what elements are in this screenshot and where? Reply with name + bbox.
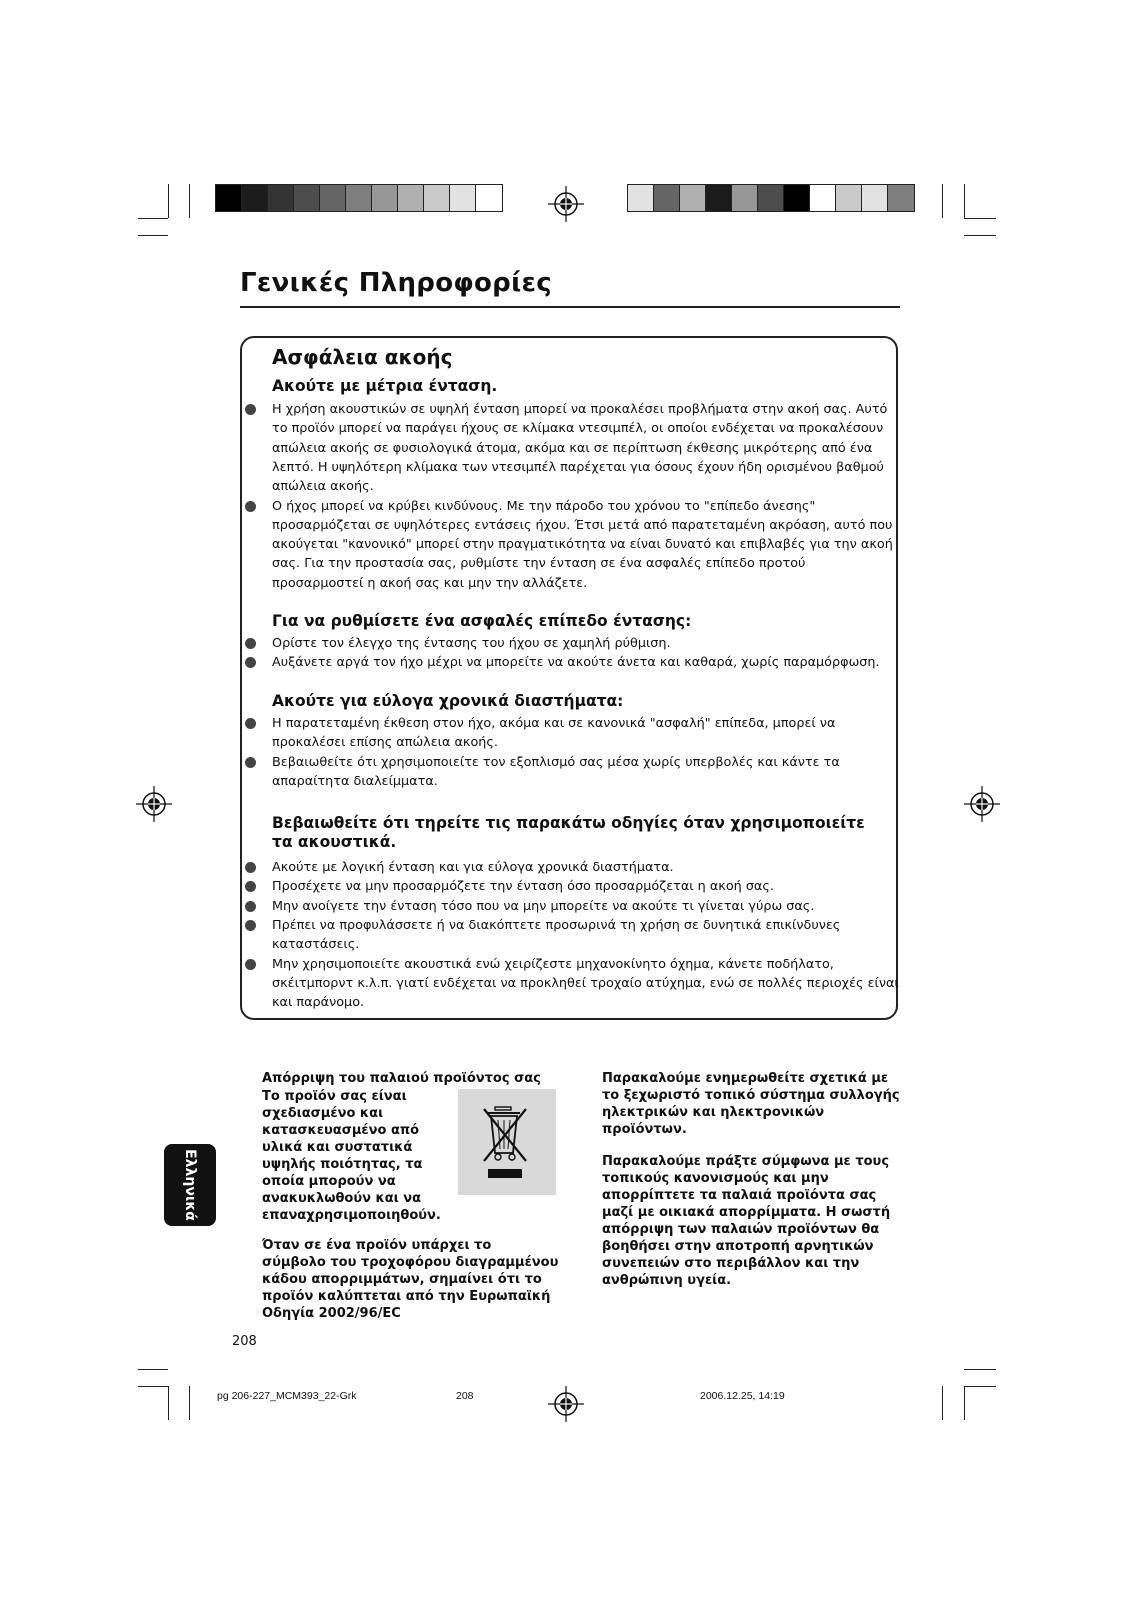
footer-date: 2006.12.25, 14:19 [700, 1390, 785, 1402]
list-item-line: Πρέπει να προφυλάσσετε ή να διακόπτετε προσωρινά τη χρήση σε δυνητικά επικίνδυνες [272, 917, 841, 933]
text-line: τοπικούς κανονισμούς και μην [602, 1171, 829, 1186]
text-line: Παρακαλούμε πράξτε σύμφωνα με τους [602, 1154, 890, 1169]
safety-title: Ασφάλεια ακοής [272, 345, 453, 369]
gray-swatch [216, 185, 242, 211]
bullet-icon [245, 757, 256, 768]
text-line: Παρακαλούμε ενημερωθείτε σχετικά με [602, 1071, 889, 1086]
text-line: υλικά και συστατικά [262, 1140, 413, 1155]
grayscale-bar-left [215, 184, 503, 212]
gray-swatch [450, 185, 476, 211]
bullet-icon [245, 959, 256, 970]
gray-swatch [836, 185, 862, 211]
text-line: σύμβολο του τροχοφόρου διαγραμμένου [262, 1255, 559, 1270]
disposal-heading: Απόρριψη του παλαιού προϊόντος σας [262, 1071, 541, 1086]
gray-swatch [372, 185, 398, 211]
crossed-out-bin-icon [458, 1089, 556, 1195]
disposal-col1-para2 [262, 1237, 558, 1322]
text-line: σχεδιασμένο και [262, 1106, 384, 1121]
text-line: ανακυκλωθούν και να [262, 1191, 422, 1206]
text-line: οποία μπορούν να [262, 1174, 396, 1189]
subheading-moderate-volume: Ακούτε με μέτρια ένταση. [272, 377, 498, 395]
language-tab: Ελληνικά [164, 1144, 216, 1226]
registration-mark-icon [548, 1386, 584, 1422]
gray-swatch [732, 185, 758, 211]
gray-swatch [628, 185, 654, 211]
gray-swatch [294, 185, 320, 211]
gray-swatch [862, 185, 888, 211]
list-item-line: Προσέχετε να μην προσαρμόζετε την ένταση όσο προσαρμόζεται η ακοή σας. [272, 879, 774, 895]
text-line: Οδηγία 2002/96/EC [262, 1306, 401, 1321]
text-line: προϊόντων. [602, 1122, 687, 1137]
list-item-line: ακούγεται "κανονικό" μπορεί στην πραγματικότητα να είναι δυνατό και επιβλαβές για την ακοή [272, 537, 893, 553]
gray-swatch [424, 185, 450, 211]
title-rule [240, 306, 900, 308]
disposal-col2-para1 [602, 1070, 900, 1138]
list-item-line: Βεβαιωθείτε ότι χρησιμοποιείτε τον εξοπλισμό σας μέσα χωρίς υπερβολές και κάντε τα [272, 754, 840, 770]
registration-mark-icon [548, 186, 584, 222]
text-line: ηλεκτρικών και ηλεκτρονικών [602, 1105, 825, 1120]
gray-swatch [320, 185, 346, 211]
gray-swatch [242, 185, 268, 211]
footer-page: 208 [456, 1390, 474, 1402]
text-line: Το προϊόν σας είναι [262, 1089, 407, 1104]
gray-swatch [706, 185, 732, 211]
gray-swatch [346, 185, 372, 211]
bullet-icon [245, 404, 256, 415]
text-line: το ξεχωριστό τοπικό σύστημα συλλογής [602, 1088, 900, 1103]
footer-filename: pg 206-227_MCM393_22-Grk [217, 1390, 357, 1402]
registration-mark-icon [136, 786, 172, 822]
list-item-line: απώλεια ακοής. [272, 479, 374, 495]
list-item-line: Η παρατεταμένη έκθεση στον ήχο, ακόμα και σε κανονικά "ασφαλή" επίπεδα, μπορεί να [272, 716, 836, 731]
subheading-safe-level: Για να ρυθμίσετε ένα ασφαλές επίπεδο έντασης: [272, 612, 692, 630]
bullet-icon [245, 718, 256, 729]
text-line: προϊόν καλύπτεται από την Ευρωπαϊκή [262, 1289, 551, 1304]
gray-swatch [476, 185, 502, 211]
bullet-icon [245, 901, 256, 912]
gray-swatch [888, 185, 914, 211]
page-number: 208 [232, 1334, 257, 1349]
gray-swatch [784, 185, 810, 211]
text-line: μαζί με οικιακά απορρίμματα. Η σωστή [602, 1205, 891, 1220]
list-item-line: προσαρμόζεται σε υψηλότερες εντάσεις ήχου. Έτσι μετά από παρατεταμένη ακρόαση, αυτό που [272, 517, 893, 533]
gray-swatch [810, 185, 836, 211]
weee-symbol-box [458, 1089, 556, 1195]
bullet-icon [245, 501, 256, 512]
list-item-line: απώλεια ακοής σε φυσιολογικά άτομα, ακόμα και σε περίπτωση έκθεσης μικρότερης από ένα [272, 440, 873, 456]
subheading-headphone-guidelines: Βεβαιωθείτε ότι τηρείτε τις παρακάτω οδηγίες όταν χρησιμοποιείτε τα ακουστικά. [272, 814, 865, 851]
list-item-line: το προϊόν μπορεί να παράγει ήχους σε κλίμακα ντεσιμπέλ, οι οποίοι ενδέχεται να προκαλέσουν [272, 421, 884, 437]
list-item-line: Ορίστε τον έλεγχο της έντασης του ήχου σε χαμηλή ρύθμιση. [272, 636, 671, 651]
list-item-line: προκαλέσει επίσης απώλεια ακοής. [272, 735, 498, 751]
list-item-line: απαραίτητα διαλείμματα. [272, 773, 438, 789]
page-title: Γενικές Πληροφορίες [240, 268, 553, 298]
disposal-col2-para2 [602, 1153, 890, 1289]
grayscale-bar-right [627, 184, 915, 212]
bullet-icon [245, 862, 256, 873]
list-item-line: λεπτό. Η υψηλότερη κλίμακα των ντεσιμπέλ παρέχεται για όσους έχουν ήδη ορισμένου βαθμού [272, 459, 884, 475]
list-item-line: προσαρμοστεί η ακοή σας και μην την αλλάζετε. [272, 575, 588, 591]
list-item-line: και παράνομο. [272, 995, 365, 1011]
text-line: επαναχρησιμοποιηθούν. [262, 1208, 441, 1223]
text-line: κατασκευασμένο από [262, 1123, 420, 1138]
list-item-line: σκέιτμπορντ κ.λ.π. γιατί ενδέχεται να προκληθεί τροχαίο ατύχημα, ενώ σε πολλές περιοχές είναι [272, 975, 899, 991]
disposal-col1-text [262, 1088, 441, 1224]
list-item-line: Αυξάνετε αργά τον ήχο μέχρι να μπορείτε να ακούτε άνετα και καθαρά, χωρίς παραμόρφωση. [272, 655, 880, 671]
list-item-line: Μην ανοίγετε την ένταση τόσο που να μην μπορείτε να ακούτε τι γίνεται γύρω σας. [272, 898, 815, 914]
text-line: Όταν σε ένα προϊόν υπάρχει το [262, 1238, 492, 1253]
list-item-line: καταστάσεις. [272, 937, 360, 953]
gray-swatch [268, 185, 294, 211]
gray-swatch [758, 185, 784, 211]
list-item-line: Ο ήχος μπορεί να κρύβει κινδύνους. Με την πάροδο του χρόνου το "επίπεδο άνεσης" [272, 498, 816, 514]
registration-mark-icon [964, 786, 1000, 822]
list-item-line: Ακούτε με λογική ένταση και για εύλογα χρονικά διαστήματα. [272, 860, 674, 875]
list-item-line: σας. Για την προστασία σας, ρυθμίστε την ένταση σε ένα ασφαλές επίπεδο προτού [272, 556, 806, 572]
text-line: συνεπειών στο περιβάλλον και την [602, 1256, 860, 1271]
subheading-reasonable-time: Ακούτε για εύλογα χρονικά διαστήματα: [272, 692, 624, 710]
text-line: βοηθήσει στην αποτροπή αρνητικών [602, 1239, 874, 1254]
gray-swatch [680, 185, 706, 211]
text-line: ανθρώπινη υγεία. [602, 1273, 732, 1288]
list-item-line: Η χρήση ακουστικών σε υψηλή ένταση μπορεί να προκαλέσει προβλήματα στην ακοή σας. Αυτό [272, 402, 888, 417]
text-line: απόρριψη των παλαιών προϊόντων θα [602, 1222, 880, 1237]
gray-swatch [654, 185, 680, 211]
gray-swatch [398, 185, 424, 211]
text-line: κάδου απορριμμάτων, σημαίνει ότι το [262, 1272, 542, 1287]
text-line: απορρίπτετε τα παλαιά προϊόντα σας [602, 1188, 877, 1203]
bullet-icon [245, 638, 256, 649]
list-item-line: Μην χρησιμοποιείτε ακουστικά ενώ χειρίζεστε μηχανοκίνητο όχημα, κάνετε ποδήλατο, [272, 956, 834, 972]
bullet-icon [245, 920, 256, 931]
text-line: υψηλής ποιότητας, τα [262, 1157, 423, 1172]
